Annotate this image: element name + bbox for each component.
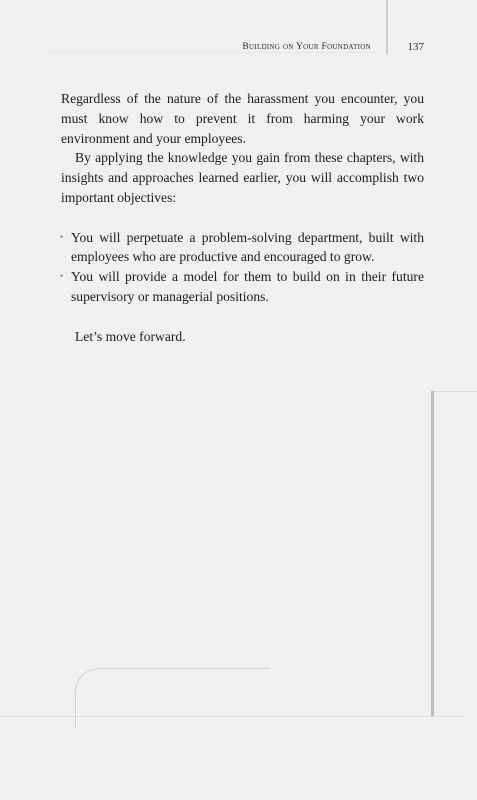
decorative-curve-mask xyxy=(270,660,330,680)
list-item xyxy=(61,267,424,307)
objective-text: You will perpetuate a problem-solving department, built with employees who are productive and encouraged to grow. xyxy=(71,229,424,265)
objectives-list xyxy=(61,228,424,307)
objective-text: You will provide a model for them to build on in their future supervisory or managerial positions. xyxy=(71,269,424,304)
closing-line: Let’s move forward. xyxy=(75,328,186,344)
paragraph-harassment: Regardless of the nature of the harassment you encounter, you must know how to prevent it from harming your work environment and your employees. xyxy=(61,91,424,146)
header-vertical-rule xyxy=(386,0,388,54)
decorative-rule xyxy=(431,391,477,392)
bullet-icon: • xyxy=(60,271,64,282)
decorative-vertical-rule xyxy=(431,391,434,717)
paragraph-objectives-intro: By applying the knowledge you gain from these chapters, with insights and approaches learned earlier, you will accomplish two important objectives: xyxy=(61,150,424,205)
bullet-icon: • xyxy=(60,231,64,242)
header-rule xyxy=(50,52,380,53)
page-number: 137 xyxy=(407,41,424,53)
body-text xyxy=(61,89,424,346)
list-item xyxy=(61,228,424,268)
running-head: Building on Your Foundation xyxy=(242,42,371,52)
